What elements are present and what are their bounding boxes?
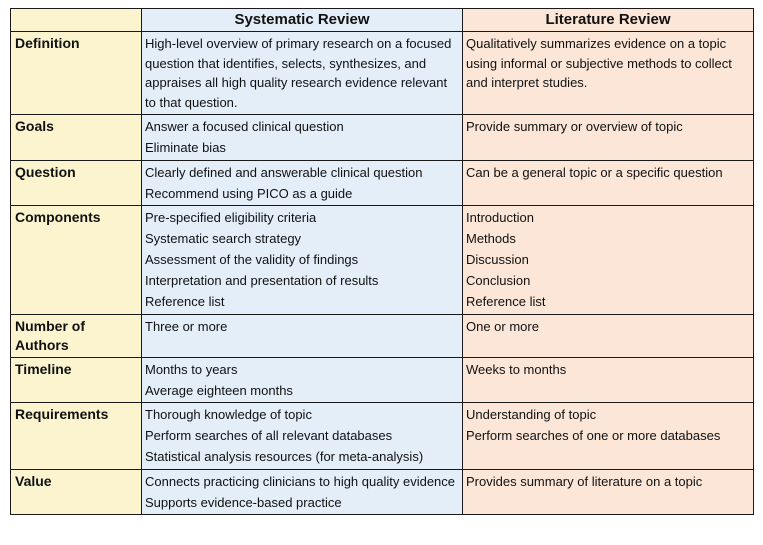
cell-line: Statistical analysis resources (for meta-analysis) (145, 449, 424, 464)
cell-line: Three or more (145, 318, 228, 334)
cell-line: Qualitatively summarizes evidence on a topic using informal or subjective methods to collect and interpret studies. (466, 36, 732, 90)
cell-line: Understanding of topic (466, 407, 597, 422)
literature-review-header: Literature Review (463, 9, 754, 32)
cell-line: Connects practicing clinicians to high quality evidence (145, 473, 456, 489)
cell-line: Perform searches of all relevant databases (145, 428, 393, 443)
systematic-cell (142, 314, 463, 357)
systematic-cell (142, 206, 463, 315)
literature-cell (463, 403, 754, 470)
table-row (11, 32, 754, 115)
table-row (11, 160, 754, 206)
cell-line: Reference list (145, 294, 225, 309)
literature-cell (463, 160, 754, 206)
cell-line: Provide summary or overview of topic (466, 119, 683, 134)
cell-line: Methods (466, 231, 516, 246)
header-row (11, 9, 754, 32)
literature-cell (463, 469, 754, 515)
cell-line: Can be a general topic or a specific question (466, 164, 723, 180)
cell-line: Recommend using PICO as a guide (145, 185, 353, 201)
cell-line: One or more (466, 318, 539, 334)
systematic-cell (142, 469, 463, 515)
systematic-cell (142, 357, 463, 403)
literature-cell (463, 314, 754, 357)
systematic-cell (142, 403, 463, 470)
cell-line: Answer a focused clinical question (145, 119, 344, 134)
table-body (11, 32, 754, 515)
cell-line: Thorough knowledge of topic (145, 407, 312, 422)
systematic-cell (142, 32, 463, 115)
row-label: Question (11, 160, 142, 206)
cell-line: Eliminate bias (145, 140, 226, 155)
cell-line: Systematic search strategy (145, 231, 302, 246)
cell-line: Perform searches of one or more databases (466, 428, 721, 443)
literature-cell (463, 115, 754, 161)
cell-line: Months to years (145, 361, 238, 377)
table-row (11, 357, 754, 403)
cell-line: Clearly defined and answerable clinical question (145, 164, 423, 180)
cell-line: Conclusion (466, 273, 531, 288)
row-label: Value (11, 469, 142, 515)
cell-line: Average eighteen months (145, 382, 293, 398)
row-label: Number of Authors (11, 314, 142, 357)
cell-line: Assessment of the validity of findings (145, 252, 359, 267)
row-label: Definition (11, 32, 142, 115)
literature-cell (463, 357, 754, 403)
systematic-review-header: Systematic Review (142, 9, 463, 32)
systematic-cell (142, 160, 463, 206)
cell-line: High-level overview of primary research on a focused question that identifies, selects, synthesizes, and appraises all high quality research evidence relevant to that question. (145, 36, 452, 110)
cell-line: Discussion (466, 252, 529, 267)
corner-cell (11, 9, 142, 32)
comparison-table (10, 8, 754, 515)
cell-line: Pre-specified eligibility criteria (145, 210, 317, 225)
literature-cell (463, 32, 754, 115)
table-row (11, 314, 754, 357)
literature-cell (463, 206, 754, 315)
row-label: Timeline (11, 357, 142, 403)
row-label: Requirements (11, 403, 142, 470)
cell-line: Provides summary of literature on a topic (466, 473, 703, 489)
table-row (11, 469, 754, 515)
cell-line: Reference list (466, 294, 546, 309)
systematic-cell (142, 115, 463, 161)
cell-line: Supports evidence-based practice (145, 494, 342, 510)
table-row (11, 115, 754, 161)
row-label: Goals (11, 115, 142, 161)
cell-line: Introduction (466, 210, 534, 225)
row-label: Components (11, 206, 142, 315)
table-row (11, 206, 754, 315)
cell-line: Weeks to months (466, 361, 567, 377)
table-row (11, 403, 754, 470)
cell-line: Interpretation and presentation of results (145, 273, 379, 288)
